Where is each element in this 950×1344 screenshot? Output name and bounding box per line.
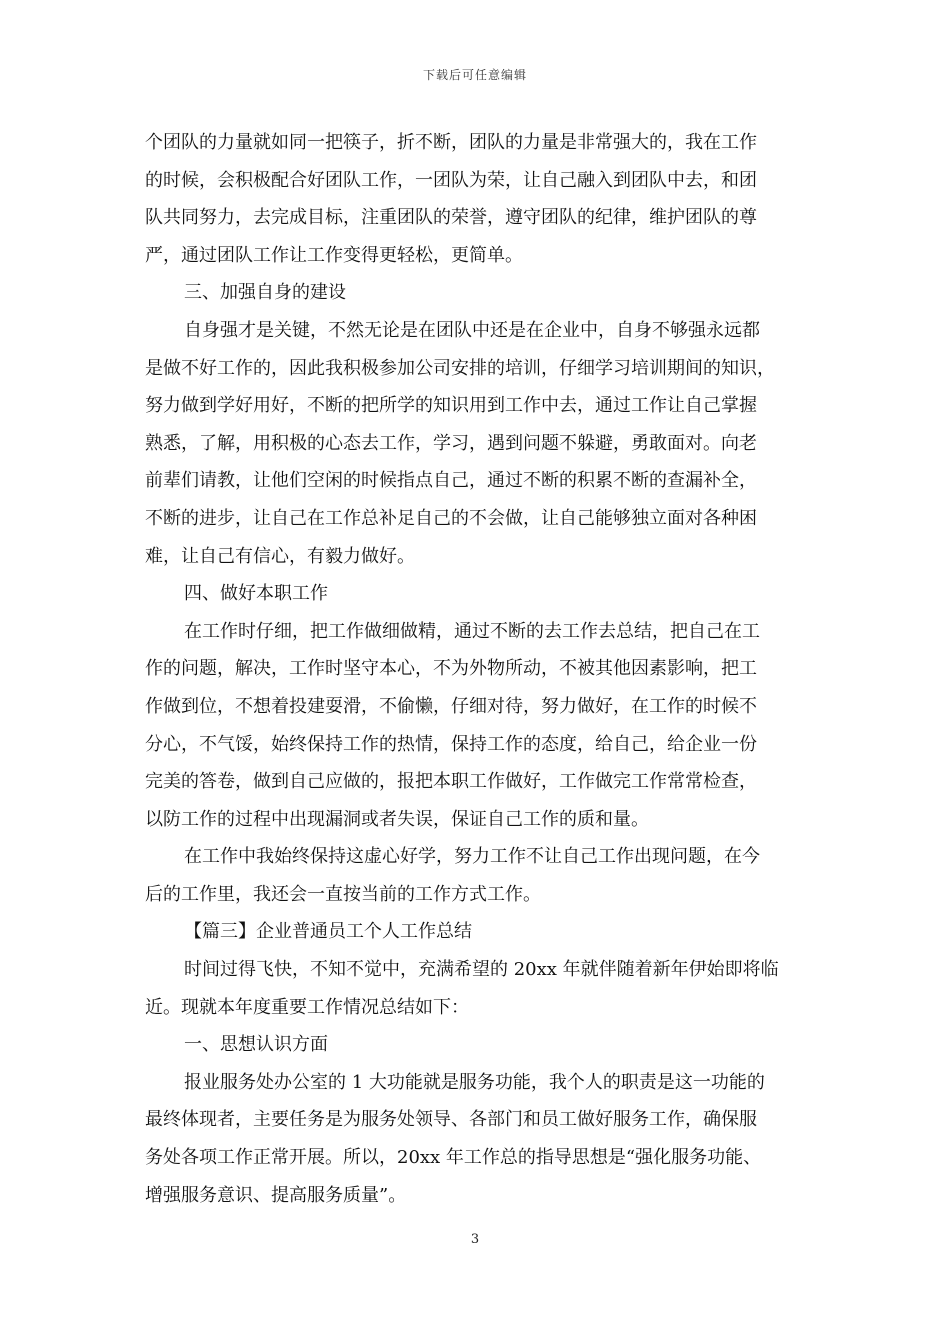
text-line: 作的问题，解决，工作时坚守本心，不为外物所动，不被其他因素影响，把工 [145, 658, 757, 680]
section-heading: 三、加强自身的建设 [184, 282, 346, 304]
text-line: 近。现就本年度重要工作情况总结如下： [145, 996, 469, 1018]
paragraph-start: 报业服务处办公室的 1 大功能就是服务功能，我个人的职责是这一功能的 [184, 1071, 765, 1093]
text-line: 务处各项工作正常开展。所以，20xx 年工作总的指导思想是“强化服务功能、 [145, 1147, 762, 1169]
text-line: 努力做到学好用好，不断的把所学的知识用到工作中去，通过工作让自己掌握 [145, 395, 757, 417]
text-line: 难，让自己有信心，有毅力做好。 [145, 545, 415, 567]
text-line: 熟悉，了解，用积极的心态去工作，学习，遇到问题不躲避，勇敢面对。向老 [145, 432, 757, 454]
page-header: 下载后可任意编辑 [422, 68, 527, 82]
document-body [145, 124, 805, 1214]
text-line: 个团队的力量就如同一把筷子，折不断，团队的力量是非常强大的，我在工作 [145, 132, 757, 153]
paragraph-start: 在工作中我始终保持这虚心好学，努力工作不让自己工作出现问题，在今 [184, 846, 760, 868]
text-line: 队共同努力，去完成目标，注重团队的荣誉，遵守团队的纪律，维护团队的尊 [145, 207, 757, 229]
text-line: 是做不好工作的，因此我积极参加公司安排的培训，仔细学习培训期间的知识， [145, 357, 775, 379]
section-heading: 一、思想认识方面 [184, 1034, 328, 1056]
text-line: 的时候，会积极配合好团队工作，一团队为荣，让自己融入到团队中去，和团 [145, 169, 757, 191]
text-line: 以防工作的过程中出现漏洞或者失误，保证自己工作的质和量。 [145, 808, 649, 830]
page-number: 3 [470, 1232, 480, 1247]
text-line: 不断的进步，让自己在工作总补足自己的不会做，让自己能够独立面对各种困 [145, 507, 757, 529]
paragraph-start: 自身强才是关键，不然无论是在团队中还是在企业中，自身不够强永远都 [184, 319, 760, 341]
text-line: 后的工作里，我还会一直按当前的工作方式工作。 [145, 883, 541, 905]
text-line: 作做到位，不想着投建耍滑，不偷懒，仔细对待，努力做好，在工作的时候不 [145, 695, 757, 717]
paragraph-start: 时间过得飞快，不知不觉中，充满希望的 20xx 年就伴随着新年伊始即将临 [184, 959, 779, 981]
text-line: 增强服务意识、提高服务质量”。 [145, 1184, 407, 1206]
text-line: 完美的答卷，做到自己应做的，报把本职工作做好，工作做完工作常常检查， [145, 771, 757, 793]
section-heading: 四、做好本职工作 [184, 583, 328, 605]
paragraph-start: 在工作时仔细，把工作做细做精，通过不断的去工作去总结，把自己在工 [184, 620, 760, 642]
text-line: 前辈们请教，让他们空闲的时候指点自己，通过不断的积累不断的查漏补全， [145, 470, 757, 492]
text-line: 最终体现者，主要任务是为服务处领导、各部门和员工做好服务工作，确保服 [145, 1109, 757, 1131]
text-line: 分心，不气馁，始终保持工作的热情，保持工作的态度，给自己，给企业一份 [145, 733, 757, 755]
chapter-title: 【篇三】企业普通员工个人工作总结 [184, 921, 472, 943]
text-line: 严，通过团队工作让工作变得更轻松，更简单。 [145, 244, 523, 266]
